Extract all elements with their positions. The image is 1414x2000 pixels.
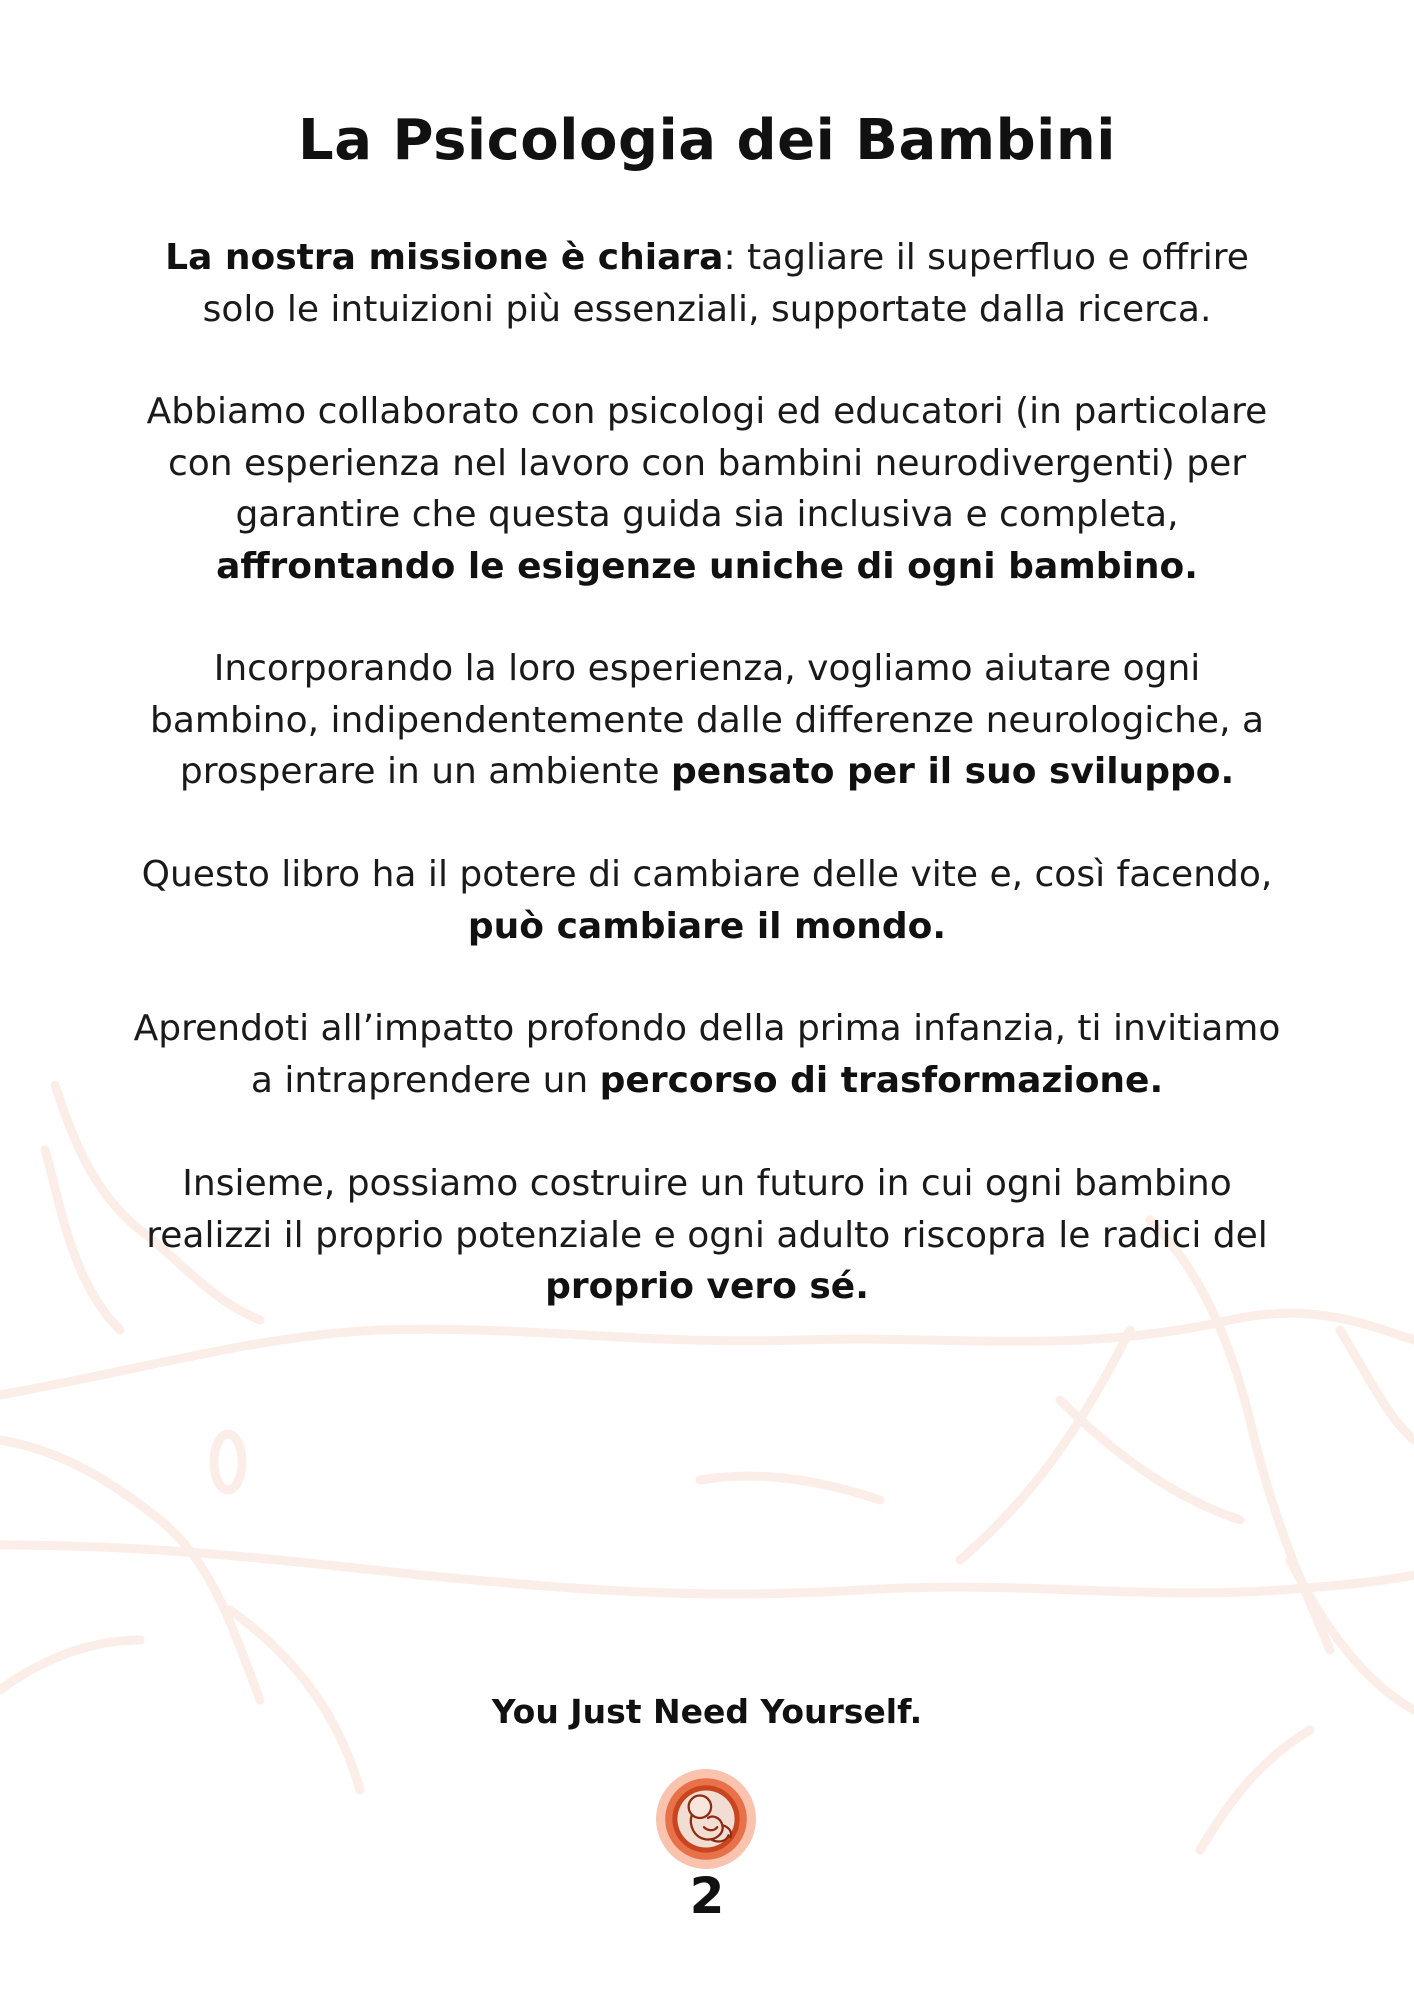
paragraph-experience-text: Incorporando la loro esperienza, vogliamo aiutare ogni bambino, indipendentemente dalle differenze neurologiche, a prosperare in un ambiente — [149, 648, 1265, 792]
paragraph-power-text: Questo libro ha il potere di cambiare delle vite e, così facendo, — [141, 854, 1273, 895]
paragraph-future-text: Insieme, possiamo costruire un futuro in cui ogni bambino realizzi il proprio potenziale e ogni adulto riscopra le radici del — [146, 1163, 1268, 1256]
paragraph-journey-text: Aprendoti all’impatto profondo della prima infanzia, ti invitiamo a intraprendere un — [133, 1008, 1281, 1101]
paragraph-mission — [127, 232, 1287, 335]
tagline: You Just Need Yourself. — [491, 1692, 923, 1731]
paragraph-journey — [127, 1003, 1287, 1106]
paragraph-future-bold: proprio vero sé. — [545, 1266, 869, 1307]
paragraph-power-bold: può cambiare il mondo. — [467, 905, 947, 947]
paragraph-journey-bold: percorso di trasformazione. — [599, 1059, 1164, 1101]
paragraph-collaboration-text: Abbiamo collaborato con psicologi ed educatori (in particolare con esperienza nel lavoro con bambini neurodivergenti) per garantire che questa guida sia inclusiva e completa, — [146, 391, 1268, 535]
page-number: 2 — [689, 1867, 725, 1925]
paragraph-experience-bold: pensato per il suo sviluppo. — [670, 751, 1235, 792]
page-title: La Psicologia dei Bambini — [298, 108, 1116, 173]
paragraph-collaboration-bold: affrontando le esigenze uniche di ogni bambino. — [216, 545, 1198, 587]
paragraph-mission-bold: La nostra missione è chiara — [165, 237, 724, 278]
paragraph-experience — [127, 643, 1287, 798]
paragraph-mission-text: : tagliare il superfluo e offrire solo le intuizioni più essenziali, supportate dalla ricerca. — [202, 237, 1249, 330]
paragraph-power — [127, 849, 1287, 952]
fetus-in-womb-icon — [655, 1768, 757, 1870]
paragraph-collaboration — [127, 386, 1287, 592]
paragraph-future — [127, 1158, 1287, 1313]
